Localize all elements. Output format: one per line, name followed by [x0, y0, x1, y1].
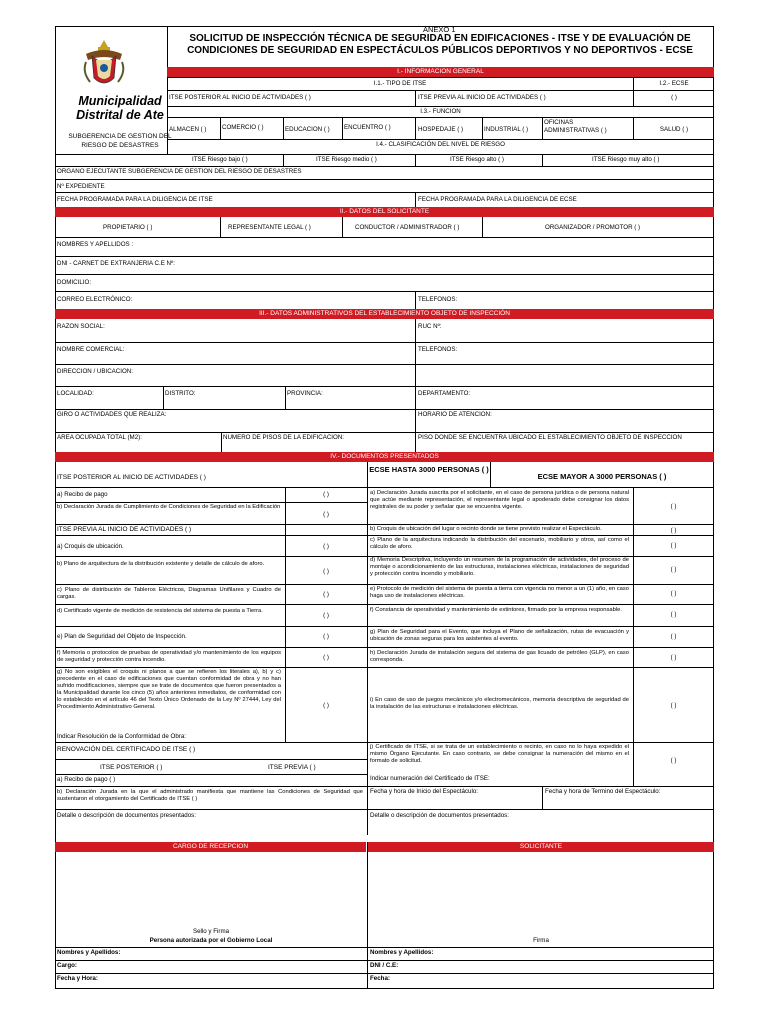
cargo-recepcion-header: CARGO DE RECEPCION	[55, 842, 366, 852]
check-ecse-a[interactable]: ( )	[670, 503, 677, 510]
persona-autorizada-label: Persona autorizada por el Gobierno Local	[149, 937, 273, 944]
check-ecse-i[interactable]: ( )	[670, 702, 677, 709]
check-ecse-d[interactable]: ( )	[670, 566, 677, 573]
ecse-doc-protocolo: e) Protocolo de medición del sistema de puesta a tierra con vigencia no menor a un (1) año, en caso haga uso de instalaciones eléctricas.	[370, 586, 629, 599]
doc-tableros: c) Plano de distribución de Tableros Eléctricos, Diagramas Unifilares y Cuadro de cargas.	[57, 587, 281, 600]
organo-ejecutante: ORGANO EJECUTANTE SUBGERENCIA DE GESTION DEL RIESGO DE DESASTRES	[57, 168, 302, 175]
doc-resolucion-obra[interactable]: Indicar Resolución de la Conformidad de Obra:	[57, 733, 186, 740]
ecse-check[interactable]: ( )	[671, 94, 677, 101]
funcion-almacen[interactable]: ALMACEN ( )	[169, 126, 207, 133]
check-plano-arquitectura[interactable]: ( )	[323, 568, 329, 575]
ecse-hasta-3000[interactable]: ECSE HASTA 3000 PERSONAS ( )	[369, 465, 489, 474]
funcion-educacion[interactable]: EDUCACION ( )	[285, 126, 330, 133]
doc-plano-arquitectura: b) Plano de arquitectura de la distribución existente y detalle de cálculo de aforo.	[57, 561, 265, 567]
ecse-doc-croquis: b) Croquis de ubicación del lugar o recinto donde se tiene previsto realizar el Espectáculo.	[370, 526, 602, 532]
check-ecse-g[interactable]: ( )	[670, 633, 677, 640]
detalle-documentos-itse[interactable]: Detalle o descripción de documentos presentados:	[57, 812, 196, 819]
sello-firma-label: Sello y Firma	[192, 928, 230, 935]
check-ecse-e[interactable]: ( )	[670, 590, 677, 597]
itse-posterior-docs[interactable]: ITSE POSTERIOR AL INICIO DE ACTIVIDADES ( )	[57, 474, 206, 481]
departamento-field[interactable]: DEPARTAMENTO:	[418, 390, 471, 397]
detalle-documentos-ecse[interactable]: Detalle o descripción de documentos presentados:	[370, 812, 509, 819]
riesgo-medio[interactable]: ITSE Riesgo medio ( )	[316, 156, 377, 163]
pisos-field[interactable]: NUMERO DE PISOS DE LA EDIFICACION:	[223, 434, 345, 441]
section-4-header: IV.- DOCUMENTOS PRESENTADOS	[55, 452, 714, 462]
rol-conductor[interactable]: CONDUCTOR / ADMINISTRADOR ( )	[355, 224, 460, 231]
doc-puesta-tierra: d) Certificado vigente de medición de resistencia del sistema de puesta a Tierra.	[57, 608, 263, 614]
solicitante-fecha[interactable]: Fecha:	[370, 975, 390, 982]
annex-label: ANEXO 1	[423, 25, 456, 34]
renovacion-recibo[interactable]: a) Recibo de pago ( )	[57, 776, 116, 783]
check-ecse-h[interactable]: ( )	[670, 654, 677, 661]
check-plan-seguridad[interactable]: ( )	[323, 633, 329, 640]
itse-posterior-option[interactable]: ITSE POSTERIOR AL INICIO DE ACTIVIDADES ( )	[169, 94, 311, 101]
subgerencia-label: SUBGERENCIA DE GESTION DEL RIESGO DE DESASTRES	[68, 133, 172, 149]
ecse-doc-juegos: i) En caso de uso de juegos mecánicos y/o electromecánicos, memoria descriptiva de seguridad de la instalación de las estructuras e instalaciones eléctricas.	[370, 697, 629, 710]
check-no-exigibles[interactable]: ( )	[323, 702, 329, 709]
renovacion-declaracion[interactable]: b) Declaración Jurada en la que el administrado manifiesta que mantiene las Condiciones de Seguridad que sustentaron el otorgamiento del Certificado de ITSE ( )	[57, 789, 363, 802]
renovacion-certificado[interactable]: RENOVACIÓN DEL CERTIFICADO DE ITSE ( )	[57, 746, 196, 753]
ecse-doc-memoria: d) Memoria Descriptiva, incluyendo un resumen de la programación de actividades, del proceso de montaje o acondicionamiento de las estructuras, instalaciones eléctricas, instalaciones de seguridad y protección contra incendio y mobiliario.	[370, 557, 629, 577]
ecse-label: I.2.- ECSE	[659, 80, 689, 87]
solicitante-nombres[interactable]: Nombres y Apellidos:	[370, 949, 434, 956]
fecha-termino-espectaculo[interactable]: Fecha y hora de Termino del Espectáculo:	[545, 788, 661, 795]
check-recibo[interactable]: ( )	[323, 491, 329, 498]
check-ecse-f[interactable]: ( )	[670, 611, 677, 618]
ruc-field[interactable]: RUC Nº:	[418, 323, 442, 330]
correo-field[interactable]: CORREO ELECTRÓNICO:	[57, 296, 133, 303]
receptor-nombres[interactable]: Nombres y Apellidos:	[57, 949, 121, 956]
telefonos-establecimiento-field[interactable]: TELEFONOS:	[418, 346, 458, 353]
ecse-doc-extintores: f) Constancia de operatividad y mantenimiento de extintores, firmado por la empresa responsable.	[370, 607, 622, 613]
area-field[interactable]: AREA OCUPADA TOTAL (M2):	[57, 434, 142, 441]
solicitante-dni[interactable]: DNI / C.E:	[370, 962, 399, 969]
renovacion-previa[interactable]: ITSE PREVIA ( )	[268, 764, 316, 771]
ecse-doc-plan-seguridad: g) Plan de Seguridad para el Evento, que incluya el Plano de señalización, rutas de evacuación y ubicación de zonas seguras para los asistentes al evento.	[370, 629, 629, 642]
rol-organizador[interactable]: ORGANIZADOR / PROMOTOR ( )	[545, 224, 641, 231]
fecha-itse-field[interactable]: FECHA PROGRAMADA PARA LA DILIGENCIA DE ITSE	[57, 196, 213, 203]
fecha-ecse-field[interactable]: FECHA PROGRAMADA PARA LA DILIGENCIA DE ECSE	[418, 196, 577, 203]
check-declaracion[interactable]: ( )	[323, 511, 329, 518]
funcion-salud[interactable]: SALUD ( )	[659, 126, 689, 133]
section-3-header: III.- DATOS ADMINISTRATIVOS DEL ESTABLECIMIENTO OBJETO DE INSPECCIÓN	[55, 309, 714, 319]
ecse-doc-certificado: j) Certificado de ITSE, si se trata de un establecimiento o recinto, en caso no lo haya expedido el mismo Órgano Ejecutante. En caso contrario, se debe consignar la numeración del mismo en el formato de solicitud.	[370, 744, 629, 764]
check-ecse-j[interactable]: ( )	[670, 757, 677, 764]
telefonos-solicitante-field[interactable]: TELEFONOS:	[418, 296, 458, 303]
provincia-field[interactable]: PROVINCIA:	[287, 390, 323, 397]
ecse-doc-glp: h) Declaración Jurada de instalación segura del sistema de gas licuado de petróleo (GLP), en caso corresponda.	[370, 650, 629, 663]
fecha-inicio-espectaculo[interactable]: Fecha y hora de Inicio del Espectáculo:	[370, 788, 479, 795]
municipality-name: Municipalidad Distrital de Ate	[76, 94, 164, 122]
check-tableros[interactable]: ( )	[323, 591, 329, 598]
nombres-field[interactable]: NOMBRES Y APELLIDOS :	[57, 241, 134, 248]
riesgo-alto[interactable]: ITSE Riesgo alto ( )	[450, 156, 504, 163]
doc-recibo-pago: a) Recibo de pago	[57, 491, 108, 498]
funcion-oficinas[interactable]: OFICINAS ADMINISTRATIVAS ( )	[544, 119, 607, 134]
expediente-field[interactable]: Nº EXPEDIENTE	[57, 183, 105, 190]
firma-label: Firma	[533, 937, 549, 944]
receptor-fecha-hora[interactable]: Fecha y Hora:	[57, 975, 98, 982]
form-title: SOLICITUD DE INSPECCIÓN TÉCNICA DE SEGURIDAD EN EDIFICACIONES - ITSE Y DE EVALUACIÓN DE CONDICIONES DE SEGURIDAD EN ESPECTÁCULOS PÚBLICOS DEPORTIVOS Y NO DEPORTIVOS - ECSE	[187, 33, 693, 56]
check-puesta-tierra[interactable]: ( )	[323, 612, 329, 619]
distrito-field[interactable]: DISTRITO:	[165, 390, 196, 397]
domicilio-field[interactable]: DOMICILIO:	[57, 279, 92, 286]
localidad-field[interactable]: LOCALIDAD:	[57, 390, 94, 397]
check-ecse-b[interactable]: ( )	[670, 527, 677, 534]
doc-no-exigibles: g) No son exigibles el croquis ni planos a que se refieren los literales a), b) y c) precedente en el caso de edificaciones que cuentan conformidad de obra y no han sufrido modificaciones, siempre que se trate de documentos que fueron presentados a la Municipalidad durante los cinco (5) años anteriores inmediatos, de conformidad con lo establecido en el artículo 46 del Texto Único Ordenado de la Ley Nº 27444, Ley del Procedimiento Administrativo General.	[57, 669, 281, 710]
horario-field[interactable]: HORARIO DE ATENCION:	[418, 411, 492, 418]
municipal-crest-icon	[82, 38, 126, 90]
piso-ubicacion-field[interactable]: PISO DONDE SE ENCUENTRA UBICADO EL ESTABLECIMIENTO OBJETO DE INSPECCION	[418, 434, 682, 441]
giro-field[interactable]: GIRO O ACTIVIDADES QUE REALIZA:	[57, 411, 167, 418]
ecse-doc-plano: c) Plano de la arquitectura indicando la distribución del escenario, mobiliario y otros, así como el cálculo de aforo.	[370, 537, 629, 550]
doc-croquis: a) Croquis de ubicación.	[57, 543, 124, 550]
check-ecse-c[interactable]: ( )	[670, 542, 677, 549]
funcion-hospedaje[interactable]: HOSPEDAJE ( )	[418, 126, 464, 133]
rol-representante[interactable]: REPRESENTANTE LEGAL ( )	[228, 224, 311, 231]
riesgo-bajo[interactable]: ITSE Riesgo bajo ( )	[192, 156, 248, 163]
solicitante-header: SOLICITANTE	[368, 842, 714, 852]
itse-previa-docs[interactable]: ITSE PREVIA AL INICIO DE ACTIVIDADES ( )	[57, 526, 192, 533]
dni-field[interactable]: DNI - CARNET DE EXTRANJERIA C.E Nº:	[57, 260, 176, 267]
section-4-divider	[367, 462, 368, 835]
tipo-itse-label: I.1.- TIPO DE ITSE	[373, 80, 427, 87]
doc-memoria-protocolos: f) Memoria o protocolos de pruebas de operatividad y/o mantenimiento de los equipos de seguridad y protección contra incendio.	[57, 650, 281, 663]
funcion-encuentro[interactable]: ENCUENTRO ( )	[344, 124, 391, 131]
rol-propietario[interactable]: PROPIETARIO ( )	[103, 224, 153, 231]
direccion-field[interactable]: DIRECCION / UBICACION:	[57, 368, 133, 375]
clasificacion-label: I.4.- CLASIFICACIÓN DEL NIVEL DE RIESGO	[376, 141, 505, 148]
nombre-comercial-field[interactable]: NOMBRE COMERCIAL:	[57, 346, 125, 353]
funcion-comercio[interactable]: COMERCIO ( )	[222, 124, 264, 131]
razon-social-field[interactable]: RAZON SOCIAL:	[57, 323, 105, 330]
doc-plan-seguridad: e) Plan de Seguridad del Objeto de Inspección.	[57, 633, 187, 640]
funcion-label: I.3.- FUNCION	[420, 108, 461, 115]
check-croquis[interactable]: ( )	[323, 543, 329, 550]
ecse-mayor-3000[interactable]: ECSE MAYOR A 3000 PERSONAS ( )	[537, 472, 667, 481]
section-1-header: I.- INFORMACION GENERAL	[167, 67, 714, 77]
check-memoria[interactable]: ( )	[323, 654, 329, 661]
funcion-industrial[interactable]: INDUSTRIAL ( )	[484, 126, 529, 133]
ecse-numeracion-certificado[interactable]: Indicar numeración del Certificado de ITSE:	[370, 775, 490, 782]
doc-declaracion-jurada: b) Declaración Jurada de Cumplimiento de Condiciones de Seguridad en la Edificación	[57, 504, 281, 510]
riesgo-muy-alto[interactable]: ITSE Riesgo muy alto ( )	[592, 156, 660, 163]
ecse-doc-declaracion: a) Declaración Jurada suscrita por el solicitante, en el caso de persona jurídica o de persona natural que actúe mediante representación, el representante legal o apoderado debe consignar los datos registrales de su poder y señalar que se encuentra vigente.	[370, 490, 629, 510]
receptor-cargo[interactable]: Cargo:	[57, 962, 77, 969]
section-2-header: II.- DATOS DEL SOLICITANTE	[55, 207, 714, 217]
renovacion-posterior[interactable]: ITSE POSTERIOR ( )	[100, 764, 163, 771]
itse-previa-option[interactable]: ITSE PREVIA AL INICIO DE ACTIVIDADES ( )	[418, 94, 546, 101]
